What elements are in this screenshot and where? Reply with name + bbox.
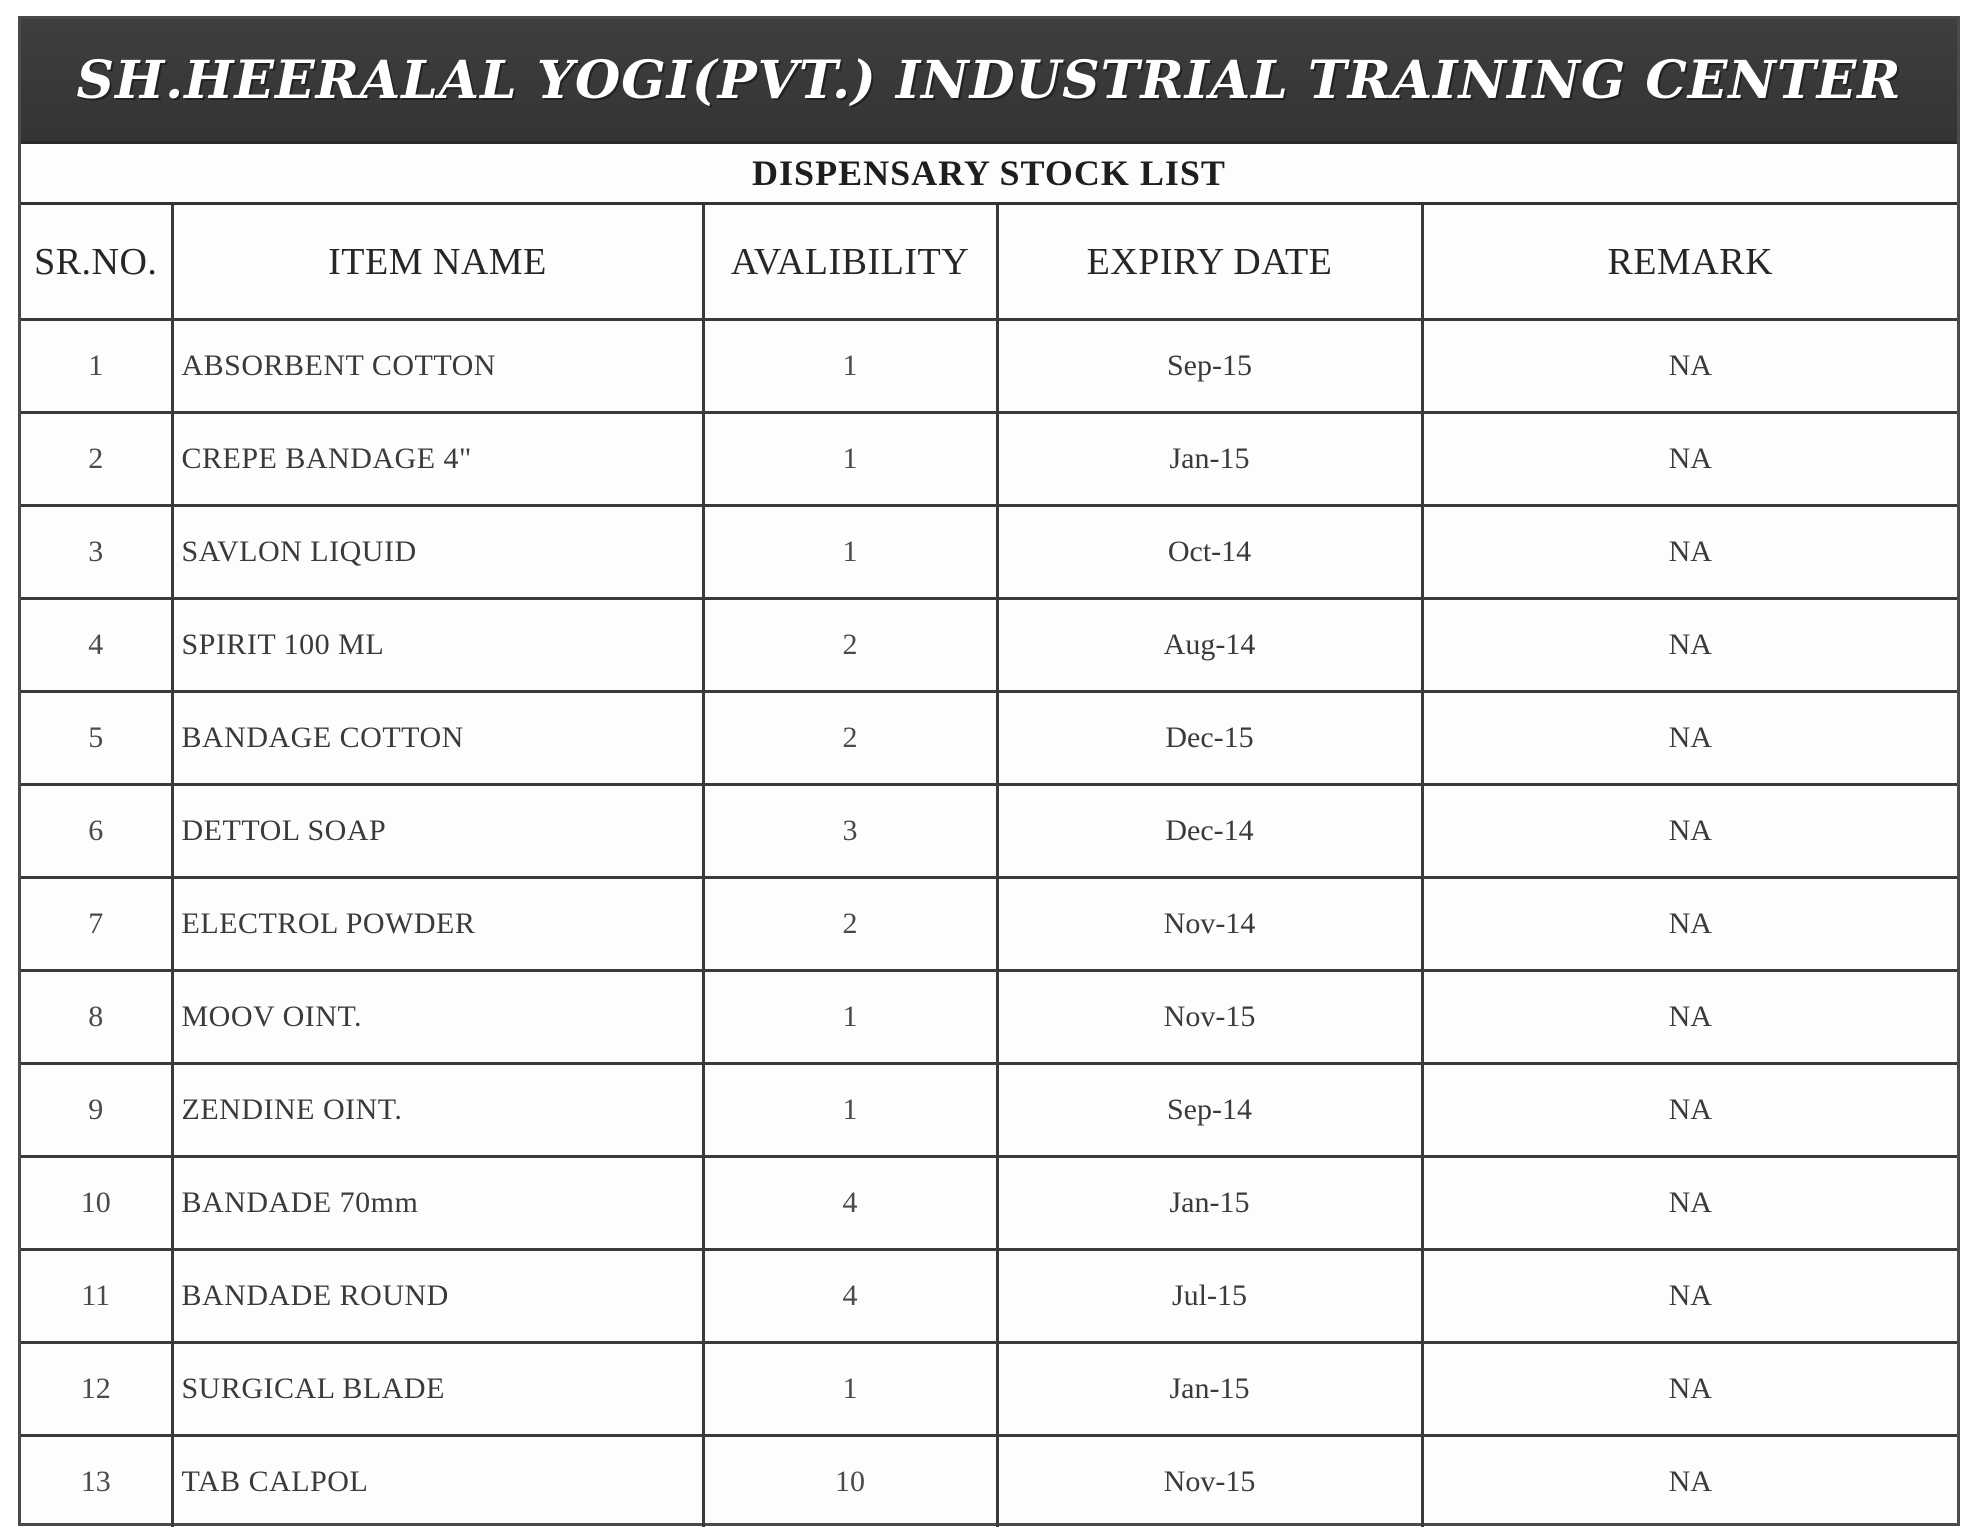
cell-item-name: SURGICAL BLADE (172, 1343, 703, 1436)
cell-item-name: BANDAGE COTTON (172, 692, 703, 785)
table-body (21, 320, 1957, 1528)
table-row (21, 878, 1957, 971)
table-row (21, 1064, 1957, 1157)
cell-availability: 1 (703, 413, 997, 506)
cell-remark: NA (1422, 506, 1957, 599)
table-row (21, 692, 1957, 785)
cell-remark: NA (1422, 692, 1957, 785)
table-row (21, 506, 1957, 599)
cell-item-name: ZENDINE OINT. (172, 1064, 703, 1157)
cell-remark: NA (1422, 971, 1957, 1064)
column-header-item-name: ITEM NAME (172, 205, 703, 320)
page-subtitle: DISPENSARY STOCK LIST (21, 144, 1957, 205)
cell-remark: NA (1668, 1465, 1712, 1498)
cell-remark: NA (1422, 785, 1957, 878)
cell-availability: 1 (703, 1064, 997, 1157)
cell-availability: 1 (703, 320, 997, 413)
cell-sr-no: 1 (21, 320, 172, 413)
cell-item-name: SPIRIT 100 ML (172, 599, 703, 692)
cell-sr-no: 3 (21, 506, 172, 599)
cell-item-name: TAB CALPOL (172, 1436, 703, 1528)
cell-availability: 10 (703, 1436, 997, 1528)
cell-remark: NA (1422, 320, 1957, 413)
table-row (21, 1250, 1957, 1343)
cell-item-name: MOOV OINT. (172, 971, 703, 1064)
cell-remark: NA (1422, 1157, 1957, 1250)
cell-sr-no: 8 (21, 971, 172, 1064)
table-header-row (21, 205, 1957, 320)
cell-sr-no: 9 (21, 1064, 172, 1157)
cell-item-name: ELECTROL POWDER (172, 878, 703, 971)
cell-remark: NA (1422, 878, 1957, 971)
cell-availability: 1 (703, 1343, 997, 1436)
cell-availability: 4 (703, 1157, 997, 1250)
cell-sr-no: 6 (21, 785, 172, 878)
cell-expiry-date: Dec-15 (997, 692, 1422, 785)
column-header-remark: REMARK (1422, 205, 1957, 320)
cell-sr-no: 13 (21, 1436, 172, 1528)
cell-item-name: SAVLON LIQUID (172, 506, 703, 599)
title-banner (21, 19, 1957, 144)
cell-expiry-date: Oct-14 (997, 506, 1422, 599)
table-row (21, 785, 1957, 878)
cell-availability: 2 (703, 599, 997, 692)
cell-item-name: CREPE BANDAGE 4" (172, 413, 703, 506)
cell-expiry-date: Dec-14 (997, 785, 1422, 878)
table-row (21, 599, 1957, 692)
cell-expiry-date: Nov-15 (997, 1436, 1422, 1528)
cell-sr-no: 10 (21, 1157, 172, 1250)
cell-availability: 1 (703, 506, 997, 599)
cell-sr-no: 7 (21, 878, 172, 971)
cell-availability: 2 (703, 878, 997, 971)
cell-sr-no: 12 (21, 1343, 172, 1436)
cell-availability: 1 (703, 971, 997, 1064)
cell-expiry-date: Nov-14 (997, 878, 1422, 971)
cell-item-name: DETTOL SOAP (172, 785, 703, 878)
stock-table (21, 205, 1957, 1527)
cell-expiry-date: Sep-14 (997, 1064, 1422, 1157)
table-row (21, 320, 1957, 413)
table-row (21, 1343, 1957, 1436)
cell-item-name: BANDADE ROUND (172, 1250, 703, 1343)
cell-sr-no: 2 (21, 413, 172, 506)
cell-expiry-date: Jan-15 (997, 1157, 1422, 1250)
column-header-availability: AVALIBILITY (703, 205, 997, 320)
cell-remark: NA (1422, 413, 1957, 506)
cell-expiry-date: Jan-15 (997, 413, 1422, 506)
table-row (21, 971, 1957, 1064)
cell-remark: NA (1422, 1343, 1957, 1436)
cell-expiry-date: Aug-14 (997, 599, 1422, 692)
cell-sr-no: 4 (21, 599, 172, 692)
column-header-expiry-date: EXPIRY DATE (997, 205, 1422, 320)
cell-availability: 3 (703, 785, 997, 878)
cell-remark: NA (1422, 1250, 1957, 1343)
cell-expiry-date: Nov-15 (997, 971, 1422, 1064)
cell-expiry-date: Jul-15 (997, 1250, 1422, 1343)
stock-list-sheet (18, 16, 1960, 1526)
cell-remark: NA (1422, 1064, 1957, 1157)
cell-availability: 2 (703, 692, 997, 785)
table-row (21, 413, 1957, 506)
table-row (21, 1436, 1957, 1528)
cell-expiry-date: Jan-15 (997, 1343, 1422, 1436)
table-row (21, 1157, 1957, 1250)
column-header-sr-no: SR.NO. (21, 205, 172, 320)
cell-availability: 4 (703, 1250, 997, 1343)
cell-sr-no: 11 (21, 1250, 172, 1343)
cell-remark: NA (1422, 599, 1957, 692)
page-title: SH.HEERALAL YOGI(PVT.) INDUSTRIAL TRAINING CENTER (76, 49, 1902, 111)
cell-item-name: ABSORBENT COTTON (172, 320, 703, 413)
cell-sr-no: 5 (21, 692, 172, 785)
cell-expiry-date: Sep-15 (997, 320, 1422, 413)
cell-item-name: BANDADE 70mm (172, 1157, 703, 1250)
